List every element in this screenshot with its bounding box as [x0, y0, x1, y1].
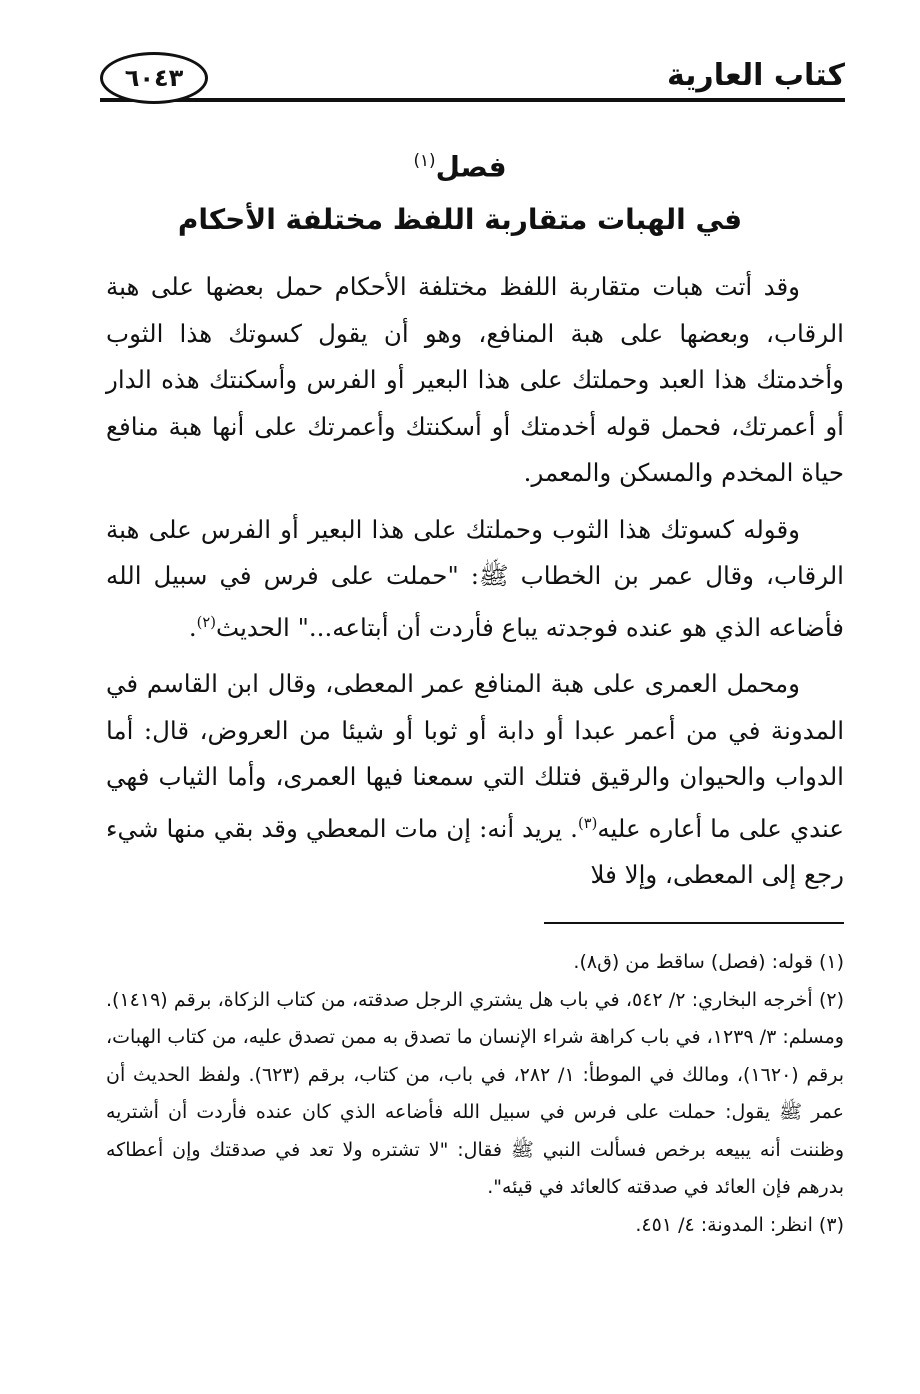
footnote-ref-3: (٣) — [577, 814, 598, 832]
footnote-2: (٢) أخرجه البخاري: ٢/ ٥٤٢، في باب هل يشتري الرجل صدقته، من كتاب الزكاة، برقم (١٤١٩). ومسلم: ٣/ ١٢٣٩، في باب كراهة شراء الإنسان ما تصدق به ممن تصدق عليه، من كتاب الهبات، برقم (١٦٢٠)، ومالك في الموطأ: ١/ ٢٨٢، في باب، من كتاب، برقم (٦٢٣). ولفظ الحديث أن عمر ﷺ يقول: حملت على فرس في سبيل الله فأضاعه الذي كان عنده فأردت أن أشتريه وظننت أنه يبيعه برخص فسألت النبي ﷺ فقال: "لا تشتره ولا تعد في صدقتك وإن أعطاكه بدرهم فإن العائد في صدقته كالعائد في قيئه". — [106, 988, 844, 1198]
footnote-ref-2: (٢) — [196, 613, 217, 631]
footnote-1: (١) قوله: (فصل) ساقط من (ق٨). — [573, 951, 844, 973]
paragraph-3 — [106, 661, 844, 899]
paragraph-2 — [106, 507, 844, 652]
page-header — [100, 52, 845, 110]
paragraph-3-text: ومحمل العمرى على هبة المنافع عمر المعطى، وقال ابن القاسم في المدونة في من أعمر عبدا أو دابة أو ثوبا أو شيئا من العروض، قال: أما الدواب والحيوان والرقيق فتلك التي سمعنا فيها العمرى، وأما الثياب فهي عندي على ما أعاره عليه — [106, 669, 844, 843]
running-title: كتاب العارية — [666, 58, 845, 93]
page-number-oval — [100, 52, 208, 104]
footnote-separator — [544, 922, 844, 924]
paragraph-2-text: وقوله كسوتك هذا الثوب وحملتك على هذا البعير أو الفرس على هبة الرقاب، وقال عمر بن الخطاب ﷺ: "حملت على فرس في سبيل الله فأضاعه الذي هو عنده فوجدته يباع فأردت أن أبتاعه..." الحديث — [106, 514, 844, 642]
section-subheading: في الهبات متقاربة اللفظ مختلفة الأحكام — [177, 203, 743, 236]
section-heading-text: فصل — [435, 150, 507, 184]
footnotes — [106, 944, 844, 1244]
page-number: ٦٠٤٣ — [124, 64, 184, 92]
section-heading — [0, 140, 920, 187]
main-text — [106, 264, 844, 909]
header-rule — [100, 98, 845, 102]
paragraph-2-end: . — [188, 612, 197, 642]
paragraph-3-end: . يريد أنه: إن مات المعطي وقد بقي منها شيء رجع إلى المعطى، وإلا فلا — [106, 813, 844, 890]
paragraph-1: وقد أتت هبات متقاربة اللفظ مختلفة الأحكام حمل بعضها على هبة الرقاب، وبعضها على هبة المنافع، وهو أن يقول كسوتك هذا الثوب وأخدمتك هذا العبد وحملتك على هذا البعير أو الفرس وأسكنتك هذه الدار أو أعمرتك، فحمل قوله أخدمتك أو أسكنتك وأعمرتك على أنها هبة منافع حياة المخدم والمسكن والمعمر. — [106, 272, 844, 487]
footnote-ref-1: (١) — [413, 150, 436, 170]
footnote-3: (٣) انظر: المدونة: ٤/ ٤٥١. — [635, 1213, 844, 1236]
